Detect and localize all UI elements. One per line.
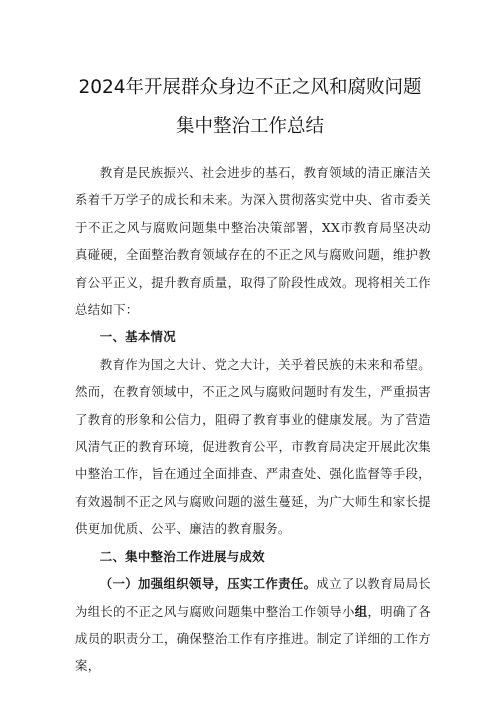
document-title-line1: 2024年开展群众身边不正之风和腐败问题	[78, 77, 422, 98]
section2-sub1-text-a: 成立了以教育局局长为组长的不正之风与腐败问题集中整治工作领导小	[75, 576, 432, 619]
section2-sub1-text-bold: 组	[354, 603, 368, 619]
document-title-line2: 集中整治工作总结	[175, 116, 324, 137]
document-body	[75, 159, 431, 680]
intro-paragraph: 教育是民族振兴、社会进步的基石，教育领域的清正廉洁关系着千万学子的成长和未来。为深入贯彻落实党中央、省市委关于不正之风与腐败问题集中整治决策部署，XX市教育局坚决动真碰硬，全面整治教育领域存在的不正之风与腐败问题，维护教育公平正义，提升教育质量，取得了阶段性成效。现将相关工作总结如下：	[75, 165, 431, 318]
section2-heading: 二、集中整治工作进展与成效	[99, 548, 265, 564]
section2-sub1-text-b: ，明确了各成员的职责分工，确保整治工作有序推进。制定了详细的工作方案，	[75, 603, 431, 674]
section1-heading: 一、基本情况	[99, 329, 176, 345]
section2-sub1-lead: （一）加强组织领导，压实工作责任。	[99, 576, 317, 592]
section1-paragraph: 教育作为国之大计、党之大计，关乎着民族的未来和希望。然而，在教育领域中，不正之风与腐败问题时有发生，严重损害了教育的形象和公信力，阻碍了教育事业的健康发展。为了营造风清气正的教育环境，促进教育公平，市教育局决定开展此次集中整治工作，旨在通过全面排查、严肃查处、强化监督等手段，有效遏制不正之风与腐败问题的滋生蔓延，为广大师生和家长提供更加优质、公平、廉洁的教育服务。	[75, 356, 431, 537]
section2-sub1-paragraph	[75, 570, 431, 680]
